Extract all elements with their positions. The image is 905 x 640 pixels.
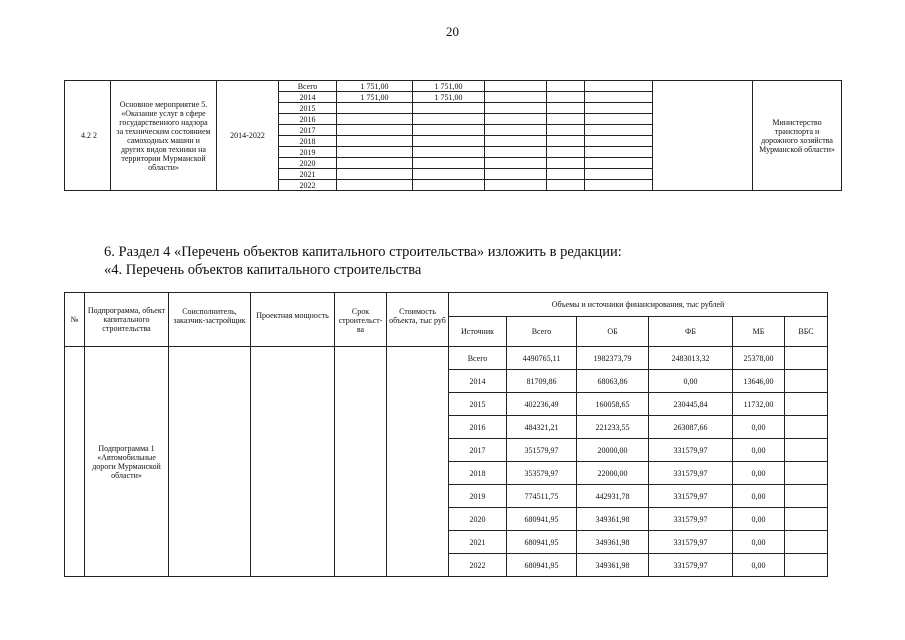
value-cell: 1 751,00: [413, 92, 485, 103]
total-cell: 402236,49: [507, 393, 577, 416]
empty-cell: [585, 114, 653, 125]
program-table-continued: [64, 80, 842, 191]
section-heading: 6. Раздел 4 «Перечень объектов капитального строительства» изложить в редакции:: [104, 244, 622, 260]
vbs-cell: [785, 554, 828, 577]
fb-cell: 331579,97: [649, 485, 733, 508]
total-cell: 484321,21: [507, 416, 577, 439]
empty-cell: [585, 81, 653, 92]
empty-cell: [547, 81, 585, 92]
value-cell: [337, 114, 413, 125]
empty-cell: [547, 125, 585, 136]
year-cell: 2019: [279, 147, 337, 158]
empty-cell: [485, 114, 547, 125]
empty-cell: [485, 103, 547, 114]
row-code: 4.2 2: [65, 81, 111, 191]
total-cell: 680941,95: [507, 508, 577, 531]
fb-cell: 263087,66: [649, 416, 733, 439]
empty-cell: [547, 169, 585, 180]
fb-cell: 230445,84: [649, 393, 733, 416]
value-cell: [337, 147, 413, 158]
header-financing: Объемы и источники финансирования, тыс рублей: [449, 293, 828, 317]
value-cell: [337, 180, 413, 191]
vbs-cell: [785, 370, 828, 393]
year-cell: 2022: [279, 180, 337, 191]
empty-cell: [169, 347, 251, 577]
vbs-cell: [785, 393, 828, 416]
fb-cell: 331579,97: [649, 439, 733, 462]
ob-cell: 221233,55: [577, 416, 649, 439]
value-cell: [337, 125, 413, 136]
page-number: 20: [446, 24, 459, 39]
fb-cell: 331579,97: [649, 462, 733, 485]
empty-cell: [485, 169, 547, 180]
empty-cell: [585, 169, 653, 180]
total-cell: 4490765,11: [507, 347, 577, 370]
empty-cell: [485, 147, 547, 158]
source-cell: 2015: [449, 393, 507, 416]
table1-row: [65, 81, 842, 92]
ob-cell: 68063,86: [577, 370, 649, 393]
total-cell: 81709,86: [507, 370, 577, 393]
source-cell: 2020: [449, 508, 507, 531]
ob-cell: 1982373,79: [577, 347, 649, 370]
empty-cell: [547, 103, 585, 114]
year-cell: Всего: [279, 81, 337, 92]
mb-cell: 13646,00: [733, 370, 785, 393]
mb-cell: 25378,00: [733, 347, 785, 370]
value-cell: [413, 125, 485, 136]
empty-cell: [485, 81, 547, 92]
empty-cell: [547, 136, 585, 147]
header-subprogram: Подпрограмма, объект капитального строительства: [85, 293, 169, 347]
vbs-cell: [785, 439, 828, 462]
fb-cell: 2483013,32: [649, 347, 733, 370]
empty-cell: [585, 125, 653, 136]
mb-cell: 0,00: [733, 485, 785, 508]
empty-cell: [585, 180, 653, 191]
empty-cell: [585, 158, 653, 169]
source-cell: 2021: [449, 531, 507, 554]
empty-cell: [485, 125, 547, 136]
ob-cell: 349361,98: [577, 531, 649, 554]
empty-cell: [547, 147, 585, 158]
header-ob: ОБ: [577, 317, 649, 347]
value-cell: [413, 136, 485, 147]
year-cell: 2021: [279, 169, 337, 180]
value-cell: [337, 136, 413, 147]
vbs-cell: [785, 347, 828, 370]
total-cell: 774511,75: [507, 485, 577, 508]
header-total: Всего: [507, 317, 577, 347]
header-num: №: [65, 293, 85, 347]
header-source: Источник: [449, 317, 507, 347]
value-cell: [413, 103, 485, 114]
total-cell: 680941,95: [507, 531, 577, 554]
source-cell: 2014: [449, 370, 507, 393]
table2-row: [65, 347, 828, 370]
year-cell: 2020: [279, 158, 337, 169]
empty-cell: [547, 92, 585, 103]
value-cell: [413, 147, 485, 158]
mb-cell: 0,00: [733, 554, 785, 577]
empty-cell: [485, 92, 547, 103]
ob-cell: 349361,98: [577, 508, 649, 531]
empty-cell: [585, 136, 653, 147]
header-fb: ФБ: [649, 317, 733, 347]
empty-cell: [547, 158, 585, 169]
ob-cell: 442931,78: [577, 485, 649, 508]
ob-cell: 20000,00: [577, 439, 649, 462]
header-term: Срок строительст-ва: [335, 293, 387, 347]
value-cell: 1 751,00: [413, 81, 485, 92]
value-cell: 1 751,00: [337, 92, 413, 103]
value-cell: [413, 158, 485, 169]
event-period: 2014-2022: [217, 81, 279, 191]
value-cell: [337, 169, 413, 180]
ob-cell: 349361,98: [577, 554, 649, 577]
source-cell: 2016: [449, 416, 507, 439]
value-cell: [413, 180, 485, 191]
total-cell: 680941,95: [507, 554, 577, 577]
vbs-cell: [785, 416, 828, 439]
year-cell: 2017: [279, 125, 337, 136]
empty-cell: [485, 136, 547, 147]
empty-cell: [585, 92, 653, 103]
header-mb: МБ: [733, 317, 785, 347]
year-cell: 2016: [279, 114, 337, 125]
value-cell: [413, 114, 485, 125]
executor-cell: Министерство транспорта и дорожного хозяйства Мурманской области»: [753, 81, 842, 191]
empty-cell: [585, 103, 653, 114]
mb-cell: 0,00: [733, 462, 785, 485]
subprogram-name: Подпрограмма 1 «Автомобильные дороги Мурманской области»: [85, 347, 169, 577]
empty-cell: [485, 180, 547, 191]
mb-cell: 0,00: [733, 416, 785, 439]
empty-cell: [547, 180, 585, 191]
empty-cell: [335, 347, 387, 577]
fb-cell: 331579,97: [649, 531, 733, 554]
fb-cell: 0,00: [649, 370, 733, 393]
year-cell: 2014: [279, 92, 337, 103]
fb-cell: 331579,97: [649, 508, 733, 531]
mb-cell: 0,00: [733, 531, 785, 554]
source-cell: 2018: [449, 462, 507, 485]
num-cell: [65, 347, 85, 577]
source-cell: 2019: [449, 485, 507, 508]
header-capacity: Проектная мощность: [251, 293, 335, 347]
value-cell: [337, 158, 413, 169]
empty-cell: [485, 158, 547, 169]
source-cell: 2022: [449, 554, 507, 577]
empty-cell: [387, 347, 449, 577]
empty-cell: [585, 147, 653, 158]
value-cell: [413, 169, 485, 180]
vbs-cell: [785, 508, 828, 531]
fb-cell: 331579,97: [649, 554, 733, 577]
ob-cell: 22000,00: [577, 462, 649, 485]
value-cell: 1 751,00: [337, 81, 413, 92]
source-cell: Всего: [449, 347, 507, 370]
vbs-cell: [785, 462, 828, 485]
mb-cell: 0,00: [733, 508, 785, 531]
vbs-cell: [785, 531, 828, 554]
empty-cell: [653, 81, 753, 191]
event-description: Основное мероприятие 5. «Оказание услуг в сфере государственного надзора за техническим состоянием самоходных машин и других видов техники на территории Мурманской области»: [111, 81, 217, 191]
capital-construction-table: [64, 292, 828, 577]
value-cell: [337, 103, 413, 114]
total-cell: 351579,97: [507, 439, 577, 462]
mb-cell: 11732,00: [733, 393, 785, 416]
empty-cell: [251, 347, 335, 577]
vbs-cell: [785, 485, 828, 508]
year-cell: 2015: [279, 103, 337, 114]
mb-cell: 0,00: [733, 439, 785, 462]
total-cell: 353579,97: [507, 462, 577, 485]
table-title: «4. Перечень объектов капитального строительства: [104, 262, 422, 278]
header-cost: Стоимость объекта, тыс руб: [387, 293, 449, 347]
header-vbs: ВБС: [785, 317, 828, 347]
empty-cell: [547, 114, 585, 125]
year-cell: 2018: [279, 136, 337, 147]
source-cell: 2017: [449, 439, 507, 462]
header-coexecutor: Соисполнитель, заказчик-застройщик: [169, 293, 251, 347]
ob-cell: 160058,65: [577, 393, 649, 416]
